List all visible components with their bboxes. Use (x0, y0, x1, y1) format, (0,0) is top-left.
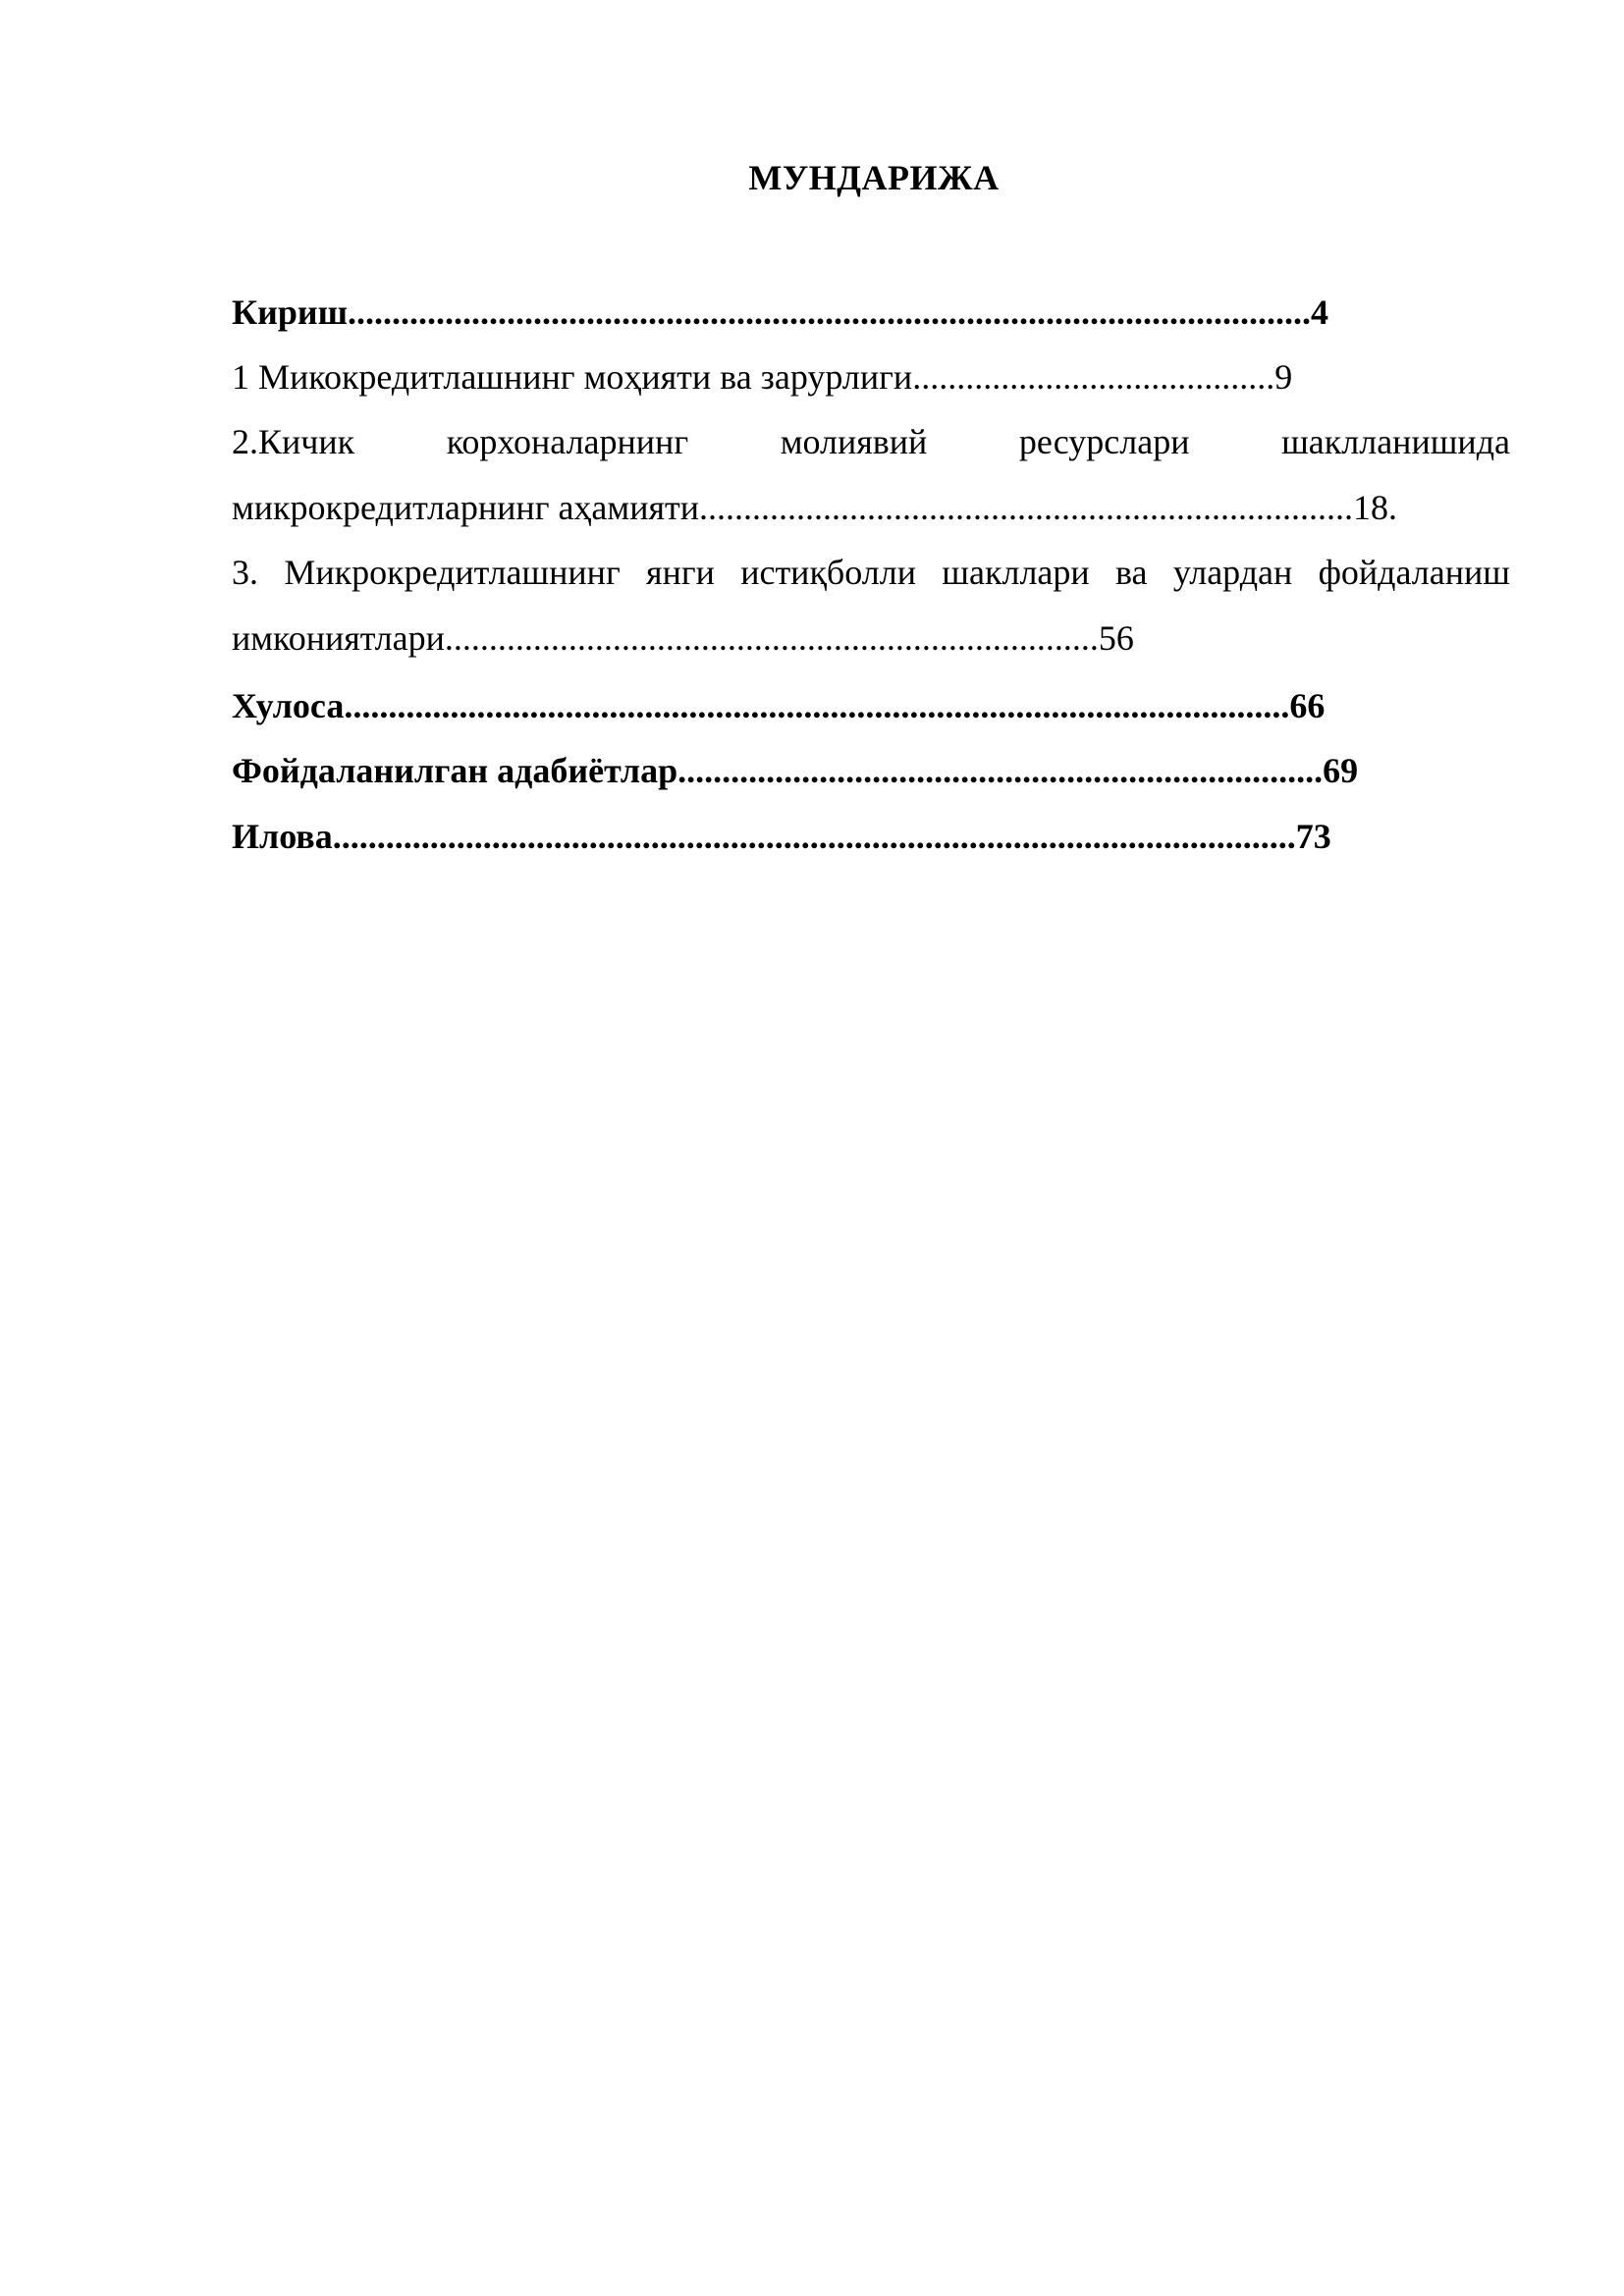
toc-entry-introduction-dots: ............................................................................................................. (348, 293, 1312, 332)
toc-word: шакллари (942, 553, 1090, 592)
toc-entry-chapter1-page: 9 (1274, 357, 1293, 397)
toc-entry-references-dots: ......................................................................... (677, 751, 1324, 790)
toc-entry-introduction (232, 291, 1508, 334)
toc-word: 2.Кичик (232, 422, 355, 461)
toc-word: корхоналарнинг (446, 422, 689, 461)
toc-word: янги (646, 553, 715, 592)
toc-word: ресурслари (1018, 422, 1190, 461)
toc-entry-chapter3-text: имкониятлари (232, 618, 445, 658)
toc-entry-appendix (232, 815, 1498, 858)
toc-entry-chapter2-page: 18. (1353, 488, 1398, 527)
toc-entry-appendix-page: 73 (1295, 817, 1331, 856)
toc-entry-chapter2-line2 (232, 486, 1508, 529)
toc-entry-chapter2-line1 (232, 420, 1510, 463)
toc-entry-conclusion-text: Хулоса (232, 686, 345, 725)
toc-word: ва (1114, 553, 1148, 592)
toc-entry-references-text: Фойдаланилган адабиётлар (232, 751, 678, 790)
toc-word: молиявий (780, 422, 928, 461)
toc-entry-introduction-page: 4 (1311, 293, 1329, 332)
toc-entry-conclusion (232, 684, 1498, 727)
toc-word: фойдаланиш (1318, 553, 1510, 592)
toc-word: 3. (232, 553, 258, 592)
toc-entry-chapter3-dots: .......................................................................... (444, 618, 1099, 658)
toc-entry-chapter2-text: микрокредитларнинг аҳамияти (232, 488, 700, 527)
page-title: МУНДАРИЖА (748, 158, 1000, 197)
toc-entry-chapter1-dots: ......................................... (912, 357, 1275, 397)
toc-entry-chapter3-line1 (232, 551, 1510, 594)
toc-entry-chapter1-text: 1 Микокредитлашнинг моҳияти ва зарурлиги (232, 357, 913, 397)
toc-entry-references (232, 749, 1498, 792)
toc-entry-appendix-text: Илова (232, 817, 333, 856)
toc-word: улардан (1172, 553, 1293, 592)
toc-entry-chapter3-page: 56 (1098, 618, 1134, 658)
toc-word: Микрокредитлашнинг (284, 553, 621, 592)
toc-entry-chapter2-dots: .......................................................................... (699, 488, 1354, 527)
toc-entry-chapter3-line2 (232, 616, 1312, 660)
toc-entry-conclusion-dots: ........................................................................................................... (344, 686, 1290, 725)
toc-entry-appendix-dots: ............................................................................................................. (332, 817, 1296, 856)
toc-word: шаклланишида (1281, 422, 1510, 461)
toc-word: истиқболли (740, 553, 916, 592)
toc-entry-conclusion-page: 66 (1289, 686, 1326, 725)
toc-entry-introduction-text: Кириш (232, 293, 349, 332)
toc-entry-chapter1 (232, 355, 1469, 399)
toc-entry-references-page: 69 (1323, 751, 1359, 790)
